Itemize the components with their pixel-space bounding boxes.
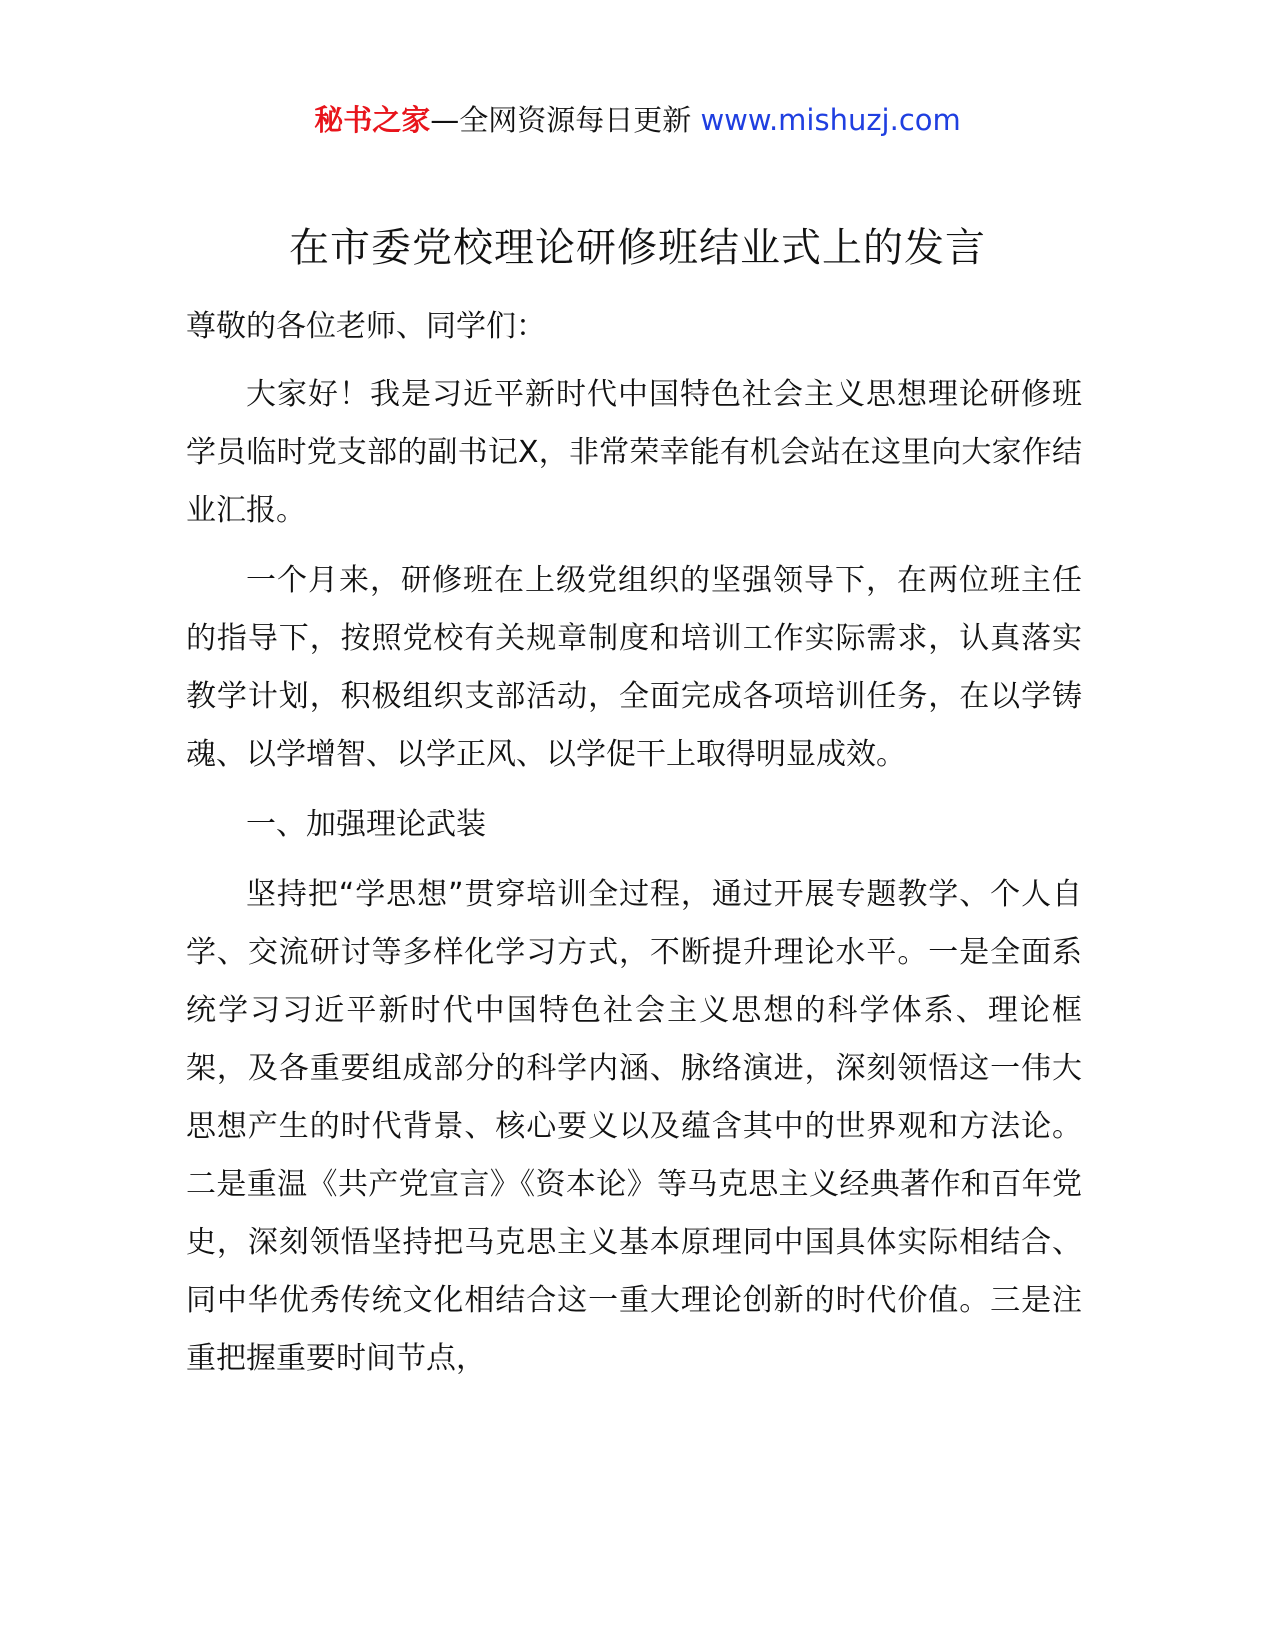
salutation: 尊敬的各位老师、同学们： <box>186 309 546 344</box>
section-heading: 一、加强理论武装 <box>246 807 486 842</box>
paragraph-overview: 一个月来，研修班在上级党组织的坚强领导下，在两位班主任的指导下，按照党校有关规章制度和培训工作实际需求，认真落实教学计划，积极组织支部活动，全面完成各项培训任务，在以学铸魂、以学增智、以学正风、以学促干上取得明显成效。 <box>186 563 1082 772</box>
site-url-link[interactable]: www.mishuzj.com <box>700 103 961 137</box>
site-header <box>0 100 1275 140</box>
header-tagline: —全网资源每日更新 <box>430 103 692 137</box>
brand-name: 秘书之家 <box>314 103 431 137</box>
document-body <box>186 298 1082 1400</box>
paragraph-greeting: 大家好！我是习近平新时代中国特色社会主义思想理论研修班学员临时党支部的副书记X，非常荣幸能有机会站在这里向大家作结业汇报。 <box>186 377 1082 528</box>
paragraph-theory: 坚持把“学思想”贯穿培训全过程，通过开展专题教学、个人自学、交流研讨等多样化学习方式，不断提升理论水平。一是全面系统学习习近平新时代中国特色社会主义思想的科学体系、理论框架，及各重要组成部分的科学内涵、脉络演进，深刻领悟这一伟大思想产生的时代背景、核心要义以及蕴含其中的世界观和方法论。二是重温《共产党宣言》《资本论》等马克思主义经典著作和百年党史，深刻领悟坚持把马克思主义基本原理同中国具体实际相结合、同中华优秀传统文化相结合这一重大理论创新的时代价值。三是注重把握重要时间节点， <box>186 877 1082 1376</box>
document-title: 在市委党校理论研修班结业式上的发言 <box>289 225 986 271</box>
